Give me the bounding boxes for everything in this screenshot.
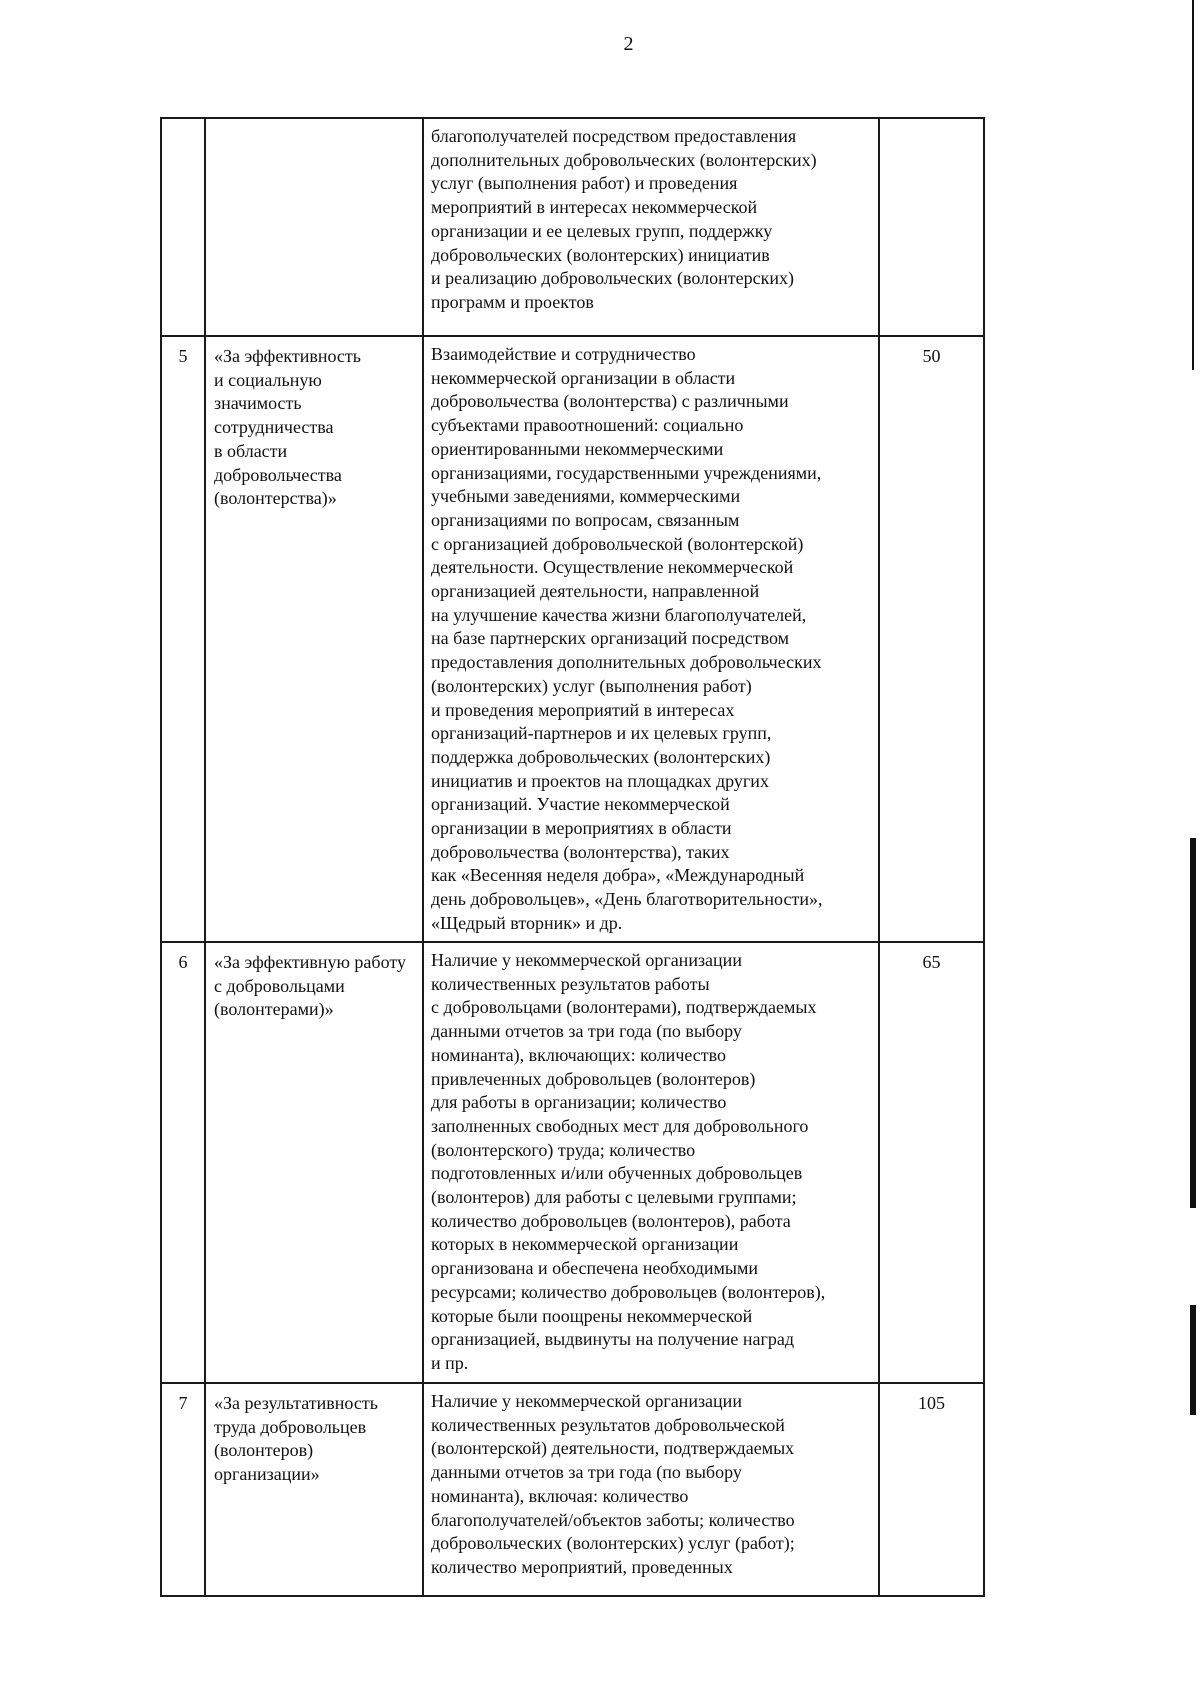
description-line: (волонтерского) труда; количество	[431, 1139, 696, 1160]
description-line: дополнительных добровольческих (волонтерских)	[431, 149, 817, 170]
description-line: на улучшение качества жизни благополучателей,	[431, 604, 807, 625]
table-row	[161, 1383, 984, 1596]
description-line: и реализацию добровольческих (волонтерских)	[431, 268, 795, 289]
points-cell: 105	[879, 1383, 984, 1596]
nomination-name-cell	[205, 118, 423, 336]
description-line: добровольчества (волонтерства), таких	[431, 841, 730, 862]
description-line: Наличие у некоммерческой организации	[431, 1391, 742, 1411]
description-line: организации и ее целевых групп, поддержку	[431, 220, 773, 241]
description-line: программ и проектов	[431, 291, 594, 312]
description-line: организаций. Участие некоммерческой	[431, 794, 730, 815]
description-line: подготовленных и/или обученных добровольцев	[431, 1163, 803, 1184]
description-line: благополучателей/объектов заботы; количество	[431, 1509, 795, 1530]
scan-edge-mark	[1190, 838, 1196, 1208]
nomination-name-line: сотрудничества	[214, 417, 334, 438]
points-cell	[879, 118, 984, 336]
description-line: добровольческих (волонтерских) инициатив	[431, 244, 770, 265]
nomination-name-line: и социальную	[214, 369, 322, 390]
description-line: для работы в организации; количество	[431, 1092, 727, 1113]
table-row	[161, 942, 984, 1383]
description-line: предоставления дополнительных добровольческих	[431, 652, 822, 673]
row-number-cell: 7	[161, 1383, 205, 1596]
description-line: добровольческих (волонтерских) услуг (работ);	[431, 1533, 795, 1554]
nomination-name-cell	[205, 942, 423, 1383]
description-line: субъектами правоотношений: социально	[431, 415, 744, 436]
criteria-description-cell	[423, 1383, 879, 1596]
description-line: организована и обеспечена необходимыми	[431, 1258, 759, 1279]
table-row	[161, 118, 984, 336]
description-line: ориентированными некоммерческими	[431, 438, 724, 459]
nomination-name-line: с добровольцами	[214, 975, 345, 996]
criteria-description-cell	[423, 118, 879, 336]
description-line: ресурсами; количество добровольцев (волонтеров),	[431, 1281, 826, 1302]
page-number: 2	[623, 33, 634, 55]
description-line: организации в мероприятиях в области	[431, 818, 732, 839]
nomination-name-cell	[205, 1383, 423, 1596]
description-line: организацией деятельности, направленной	[431, 581, 760, 602]
criteria-description-cell	[423, 942, 879, 1383]
nomination-name-line: организации»	[214, 1464, 320, 1485]
description-line: деятельности. Осуществление некоммерческой	[431, 557, 794, 578]
description-line: благополучателей посредством предоставления	[431, 126, 797, 146]
description-line: организацией, выдвинуты на получение наград	[431, 1329, 795, 1350]
description-line: количественных результатов добровольческой	[431, 1414, 785, 1435]
nomination-name-line: «За результативность	[214, 1393, 378, 1413]
description-line: данными отчетов за три года (по выбору	[431, 1462, 742, 1483]
nomination-name-cell	[205, 336, 423, 942]
description-line: с добровольцами (волонтерами), подтверждаемых	[431, 997, 817, 1018]
description-line: количество мероприятий, проведенных	[431, 1556, 733, 1577]
description-line: и проведения мероприятий в интересах	[431, 699, 735, 720]
description-line: мероприятий в интересах некоммерческой	[431, 197, 758, 218]
description-line: учебными заведениями, коммерческими	[431, 486, 741, 507]
description-line: (волонтеров) для работы с целевыми группами;	[431, 1187, 797, 1208]
nomination-name-line: «За эффективность	[214, 346, 361, 366]
points-cell: 50	[879, 336, 984, 942]
description-line: день добровольцев», «День благотворительности»,	[431, 889, 823, 910]
criteria-description-cell	[423, 336, 879, 942]
nomination-name-line: (волонтеров)	[214, 1440, 314, 1461]
points-cell: 65	[879, 942, 984, 1383]
description-line: заполненных свободных мест для добровольного	[431, 1115, 809, 1136]
description-line: (волонтерских) услуг (выполнения работ)	[431, 675, 752, 696]
description-line: Взаимодействие и сотрудничество	[431, 344, 696, 364]
description-line: организаций-партнеров и их целевых групп,	[431, 723, 772, 744]
row-number-cell: 5	[161, 336, 205, 942]
nomination-name-line: добровольчества	[214, 464, 342, 485]
description-line: привлеченных добровольцев (волонтеров)	[431, 1068, 756, 1089]
description-line: организациями, государственными учреждениями,	[431, 462, 822, 483]
row-number-cell: 6	[161, 942, 205, 1383]
description-line: на базе партнерских организаций посредством	[431, 628, 790, 649]
description-line: организациями по вопросам, связанным	[431, 509, 740, 530]
nomination-name-line: «За эффективную работу	[214, 952, 406, 972]
description-line: добровольчества (волонтерства) с различными	[431, 391, 789, 412]
scan-edge-mark	[1190, 1305, 1196, 1415]
description-line: услуг (выполнения работ) и проведения	[431, 173, 738, 194]
description-line: и пр.	[431, 1352, 469, 1373]
description-line: номинанта), включая: количество	[431, 1485, 689, 1506]
nominations-table	[160, 117, 985, 1597]
nomination-name-line: значимость	[214, 393, 302, 414]
description-line: количество добровольцев (волонтеров), работа	[431, 1210, 791, 1231]
description-line: (волонтерской) деятельности, подтверждаемых	[431, 1438, 795, 1459]
description-line: «Щедрый вторник» и др.	[431, 912, 623, 933]
nomination-name-line: труда добровольцев	[214, 1416, 367, 1437]
nomination-name-line: в области	[214, 440, 288, 461]
scan-edge-mark	[1192, 0, 1194, 370]
table-row	[161, 336, 984, 942]
description-line: как «Весенняя неделя добра», «Международный	[431, 865, 805, 886]
nomination-name-line: (волонтерами)»	[214, 999, 334, 1020]
description-line: которых в некоммерческой организации	[431, 1234, 739, 1255]
description-line: инициатив и проектов на площадках других	[431, 770, 769, 791]
nomination-name-line: (волонтерства)»	[214, 488, 337, 509]
description-line: данными отчетов за три года (по выбору	[431, 1021, 742, 1042]
description-line: количественных результатов работы	[431, 973, 710, 994]
row-number-cell	[161, 118, 205, 336]
description-line: поддержка добровольческих (волонтерских)	[431, 746, 771, 767]
description-line: с организацией добровольческой (волонтерской)	[431, 533, 804, 554]
description-line: Наличие у некоммерческой организации	[431, 950, 742, 970]
description-line: некоммерческой организации в области	[431, 367, 736, 388]
description-line: которые были поощрены некоммерческой	[431, 1305, 753, 1326]
description-line: номинанта), включающих: количество	[431, 1044, 727, 1065]
table-body	[161, 118, 984, 1596]
